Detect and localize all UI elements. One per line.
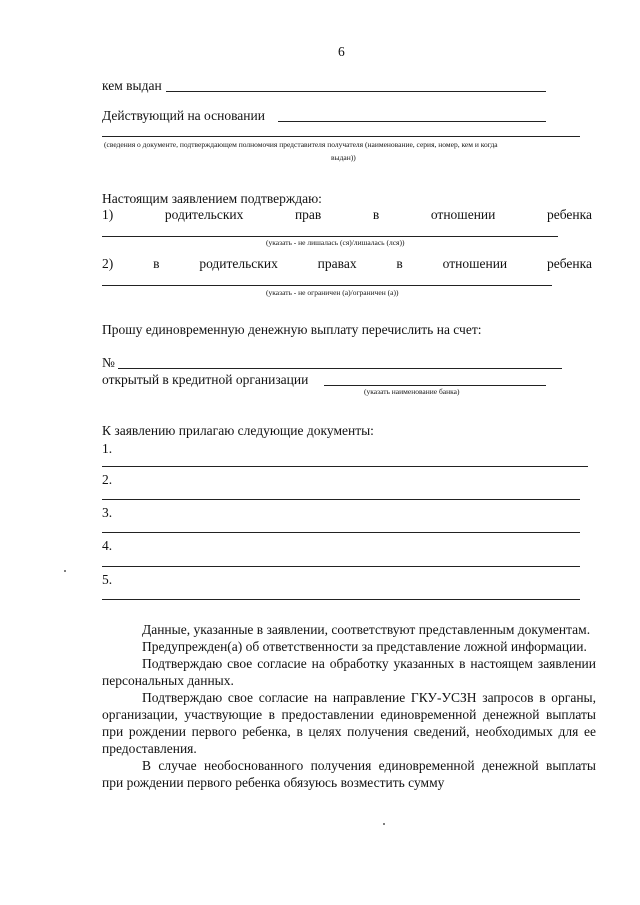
confirm-item-2-field[interactable]: [102, 285, 552, 286]
page-number: 6: [338, 44, 345, 59]
confirm-item-1-word: родительских: [164, 207, 244, 222]
confirm-item-1-word: отношении: [430, 207, 496, 222]
confirm-item-2-word: правах: [317, 256, 357, 271]
confirm-item-1-word: ребенка: [546, 207, 592, 222]
acting-basis-field-2[interactable]: [102, 136, 580, 137]
statement-data-accuracy: Данные, указанные в заявлении, соответствуют представленным документам.: [142, 622, 591, 637]
attachment-field-2[interactable]: [102, 499, 580, 500]
confirm-item-1-word: 1): [102, 207, 114, 222]
attachment-number: 5.: [102, 572, 113, 587]
confirm-item-2-word: в: [396, 256, 403, 271]
confirm-item-2-word: родительских: [199, 256, 278, 271]
bank-hint: (указать наименование банка): [364, 387, 460, 396]
confirm-item-1: [102, 207, 592, 223]
confirm-item-2-word: в: [153, 256, 160, 271]
scan-speck: [383, 823, 385, 825]
confirm-item-2: [102, 256, 592, 272]
acting-basis-hint-2: выдан)): [331, 153, 356, 162]
confirm-item-2-word: 2): [102, 256, 114, 271]
attachment-number: 4.: [102, 538, 113, 553]
confirm-item-1-word: в: [372, 207, 380, 222]
statement-personal-data-consent: Подтверждаю свое согласие на обработку указанных в настоящем заявлении персональных данных.: [102, 656, 596, 688]
scan-speck: [64, 570, 66, 572]
acting-basis-label: Действующий на основании: [102, 108, 265, 123]
confirm-item-1-hint: (указать - не лишалась (ся)/лишалась (лся)): [266, 238, 405, 247]
confirm-heading: Настоящим заявлением подтверждаю:: [102, 191, 322, 206]
confirm-item-2-word: ребенка: [547, 256, 592, 271]
payment-request: Прошу единовременную денежную выплату перечислить на счет:: [102, 322, 482, 337]
account-number-label: №: [102, 355, 115, 370]
attachment-field-3[interactable]: [102, 532, 580, 533]
statements-block: [102, 621, 596, 791]
statement-refund-obligation: В случае необоснованного получения единовременной денежной выплаты при рождении первого ребенка обязуюсь возместить сумму: [102, 758, 596, 790]
attachment-number: 2.: [102, 472, 113, 487]
attachment-number: 3.: [102, 505, 113, 520]
statement-requests-consent: Подтверждаю свое согласие на направление ГКУ-УСЗН запросов в органы, организации, участвующие в предоставлении единовременной денежной выплаты при рождении первого ребенка, в целях получения сведений, необходимых для ее предоставления.: [102, 690, 596, 756]
issued-by-field[interactable]: [166, 91, 546, 92]
confirm-item-1-field[interactable]: [102, 236, 558, 237]
acting-basis-hint: (сведения о документе, подтверждающем полномочия представителя получателя (наименование, серия, номер, кем и когда: [104, 140, 498, 149]
bank-field[interactable]: [324, 385, 546, 386]
attachment-field-1[interactable]: [102, 466, 588, 467]
confirm-item-2-word: отношении: [442, 256, 508, 271]
account-number-field[interactable]: [118, 368, 562, 369]
statement-liability-warning: Предупрежден(а) об ответственности за представление ложной информации.: [142, 639, 587, 654]
issued-by-label: кем выдан: [102, 78, 162, 93]
attachment-field-5[interactable]: [102, 599, 580, 600]
attachment-number: 1.: [102, 441, 113, 456]
confirm-item-2-hint: (указать - не ограничен (а)/ограничен (а)): [266, 288, 399, 297]
acting-basis-field[interactable]: [278, 121, 546, 122]
attachment-field-4[interactable]: [102, 566, 580, 567]
confirm-item-1-word: прав: [294, 207, 322, 222]
bank-label: открытый в кредитной организации: [102, 372, 309, 387]
attachments-heading: К заявлению прилагаю следующие документы:: [102, 423, 374, 438]
